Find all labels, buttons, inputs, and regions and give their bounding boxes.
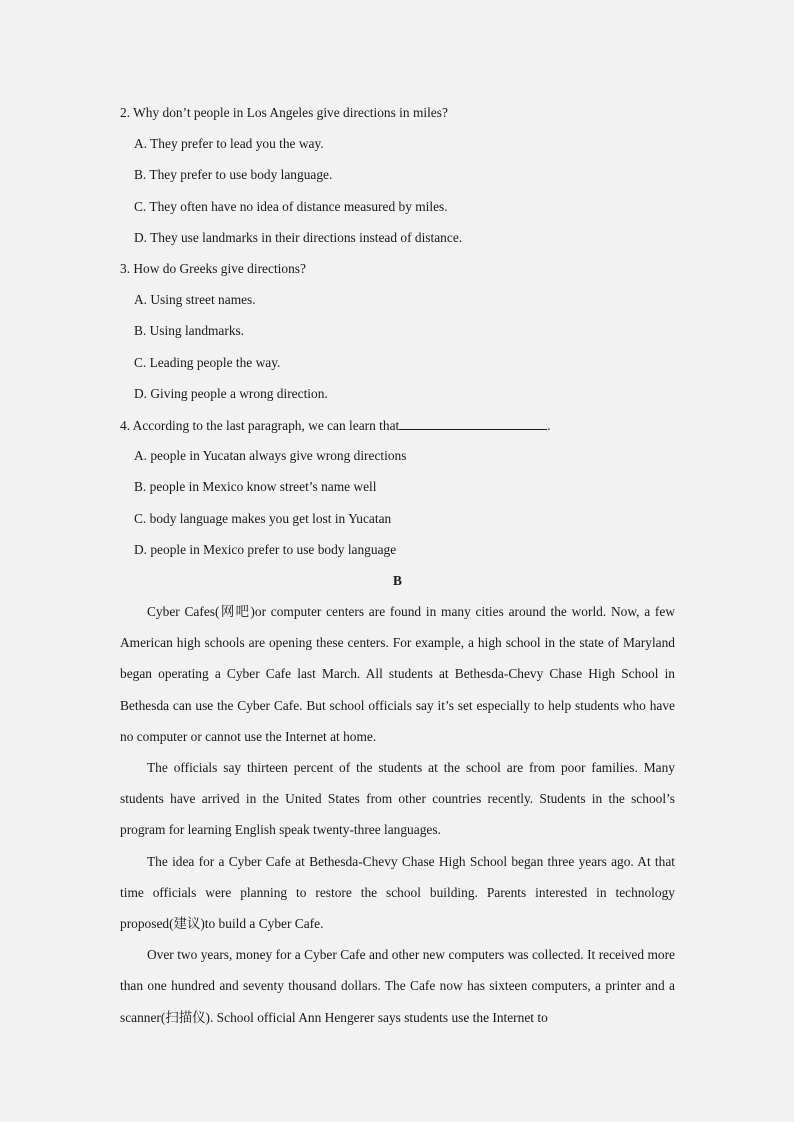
question-2-option-c: C. They often have no idea of distance measured by miles. <box>134 199 448 214</box>
question-3-option-b: B. Using landmarks. <box>134 323 245 338</box>
question-3-option-a: A. Using street names. <box>134 292 256 307</box>
question-2-option-b: B. They prefer to use body language. <box>134 167 333 182</box>
passage-paragraph-3: The idea for a Cyber Cafe at Bethesda-Chevy Chase High School began three years ago. At that time officials were planning to restore the school building. Parents interested in technology proposed(建议)to build a Cyber Cafe. <box>120 853 675 932</box>
question-3-option-c: C. Leading people the way. <box>134 355 281 370</box>
question-4-option-c: C. body language makes you get lost in Yucatan <box>134 511 392 526</box>
question-2-option-a: A. They prefer to lead you the way. <box>134 136 324 151</box>
question-4-stem-row <box>120 416 551 435</box>
question-4-option-d: D. people in Mexico prefer to use body language <box>134 542 397 557</box>
question-4-option-b: B. people in Mexico know street’s name well <box>134 479 377 494</box>
passage-paragraph-1: Cyber Cafes(网吧)or computer centers are found in many cities around the world. Now, a few American high schools are opening these centers. For example, a high school in the state of Maryland began operating a Cyber Cafe last March. All students at Bethesda-Chevy Chase High School in Bethesda can use the Cyber Cafe. But school officials say it’s set especially to help students who have no computer or cannot use the Internet at home. <box>120 604 675 744</box>
question-2-option-d: D. They use landmarks in their directions instead of distance. <box>134 230 463 245</box>
question-4-stem-end: . <box>547 418 551 433</box>
section-title: B <box>393 573 402 588</box>
question-3-stem: 3. How do Greeks give directions? <box>120 261 306 276</box>
question-4-stem: 4. According to the last paragraph, we can learn that <box>120 418 400 433</box>
passage-paragraph-4: Over two years, money for a Cyber Cafe and other new computers was collected. It received more than one hundred and seventy thousand dollars. The Cafe now has sixteen computers, a printer and a scanner(扫描仪). School official Ann Hengerer says students use the Internet to <box>120 947 675 1025</box>
question-4-option-a: A. people in Yucatan always give wrong directions <box>134 448 407 463</box>
question-2-stem: 2. Why don’t people in Los Angeles give directions in miles? <box>120 105 448 120</box>
question-3-option-d: D. Giving people a wrong direction. <box>134 386 328 401</box>
answer-blank <box>399 416 547 430</box>
passage-b <box>120 596 675 1033</box>
passage-paragraph-2: The officials say thirteen percent of the students at the school are from poor families. Many students have arrived in the United States from other countries recently. Students in the school’s program for learning English speak twenty-three languages. <box>120 760 675 838</box>
